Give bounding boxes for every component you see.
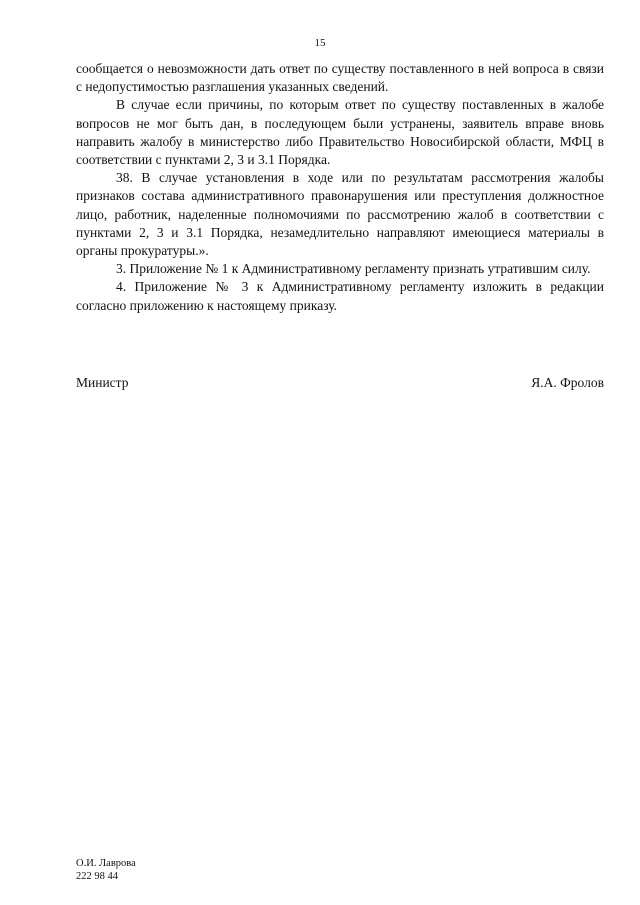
signatory-position: Министр — [76, 375, 129, 390]
executor-phone: 222 98 44 — [76, 870, 118, 882]
executor-info — [76, 858, 136, 883]
document-body — [76, 60, 604, 315]
signatory-name: Я.А. Фролов — [531, 375, 604, 390]
paragraph-item-4: 4. Приложение № 3 к Административному регламенту изложить в редакции согласно приложению к настоящему приказу. — [76, 279, 604, 313]
executor-name: О.И. Лаврова — [76, 858, 136, 869]
paragraph-resubmission: В случае если причины, по которым ответ по существу поставленных в жалобе вопросов не мог быть дан, в последующем были устранены, заявитель вправе вновь направить жалобу в министерство либо Правительство Новосибирской области, МФЦ в соответствии с пунктами 2, 3 и 3.1 Порядка. — [76, 97, 604, 168]
paragraph-continuation: сообщается о невозможности дать ответ по существу поставленного в ней вопроса в связи с недопустимостью разглашения указанных сведений. — [76, 61, 604, 95]
paragraph-item-38: 38. В случае установления в ходе или по результатам рассмотрения жалобы признаков состава административного правонарушения или преступления должностное лицо, работник, наделенные полномочиями по рассмотрению жалоб в соответствии с пунктами 2, 3 и 3.1 Порядка, незамедлительно направляют имеющиеся материалы в органы прокуратуры.». — [76, 170, 604, 259]
page-number: 15 — [314, 37, 326, 49]
signature-block — [76, 375, 604, 391]
paragraph-item-3: 3. Приложение № 1 к Административному регламенту признать утратившим силу. — [116, 261, 591, 277]
